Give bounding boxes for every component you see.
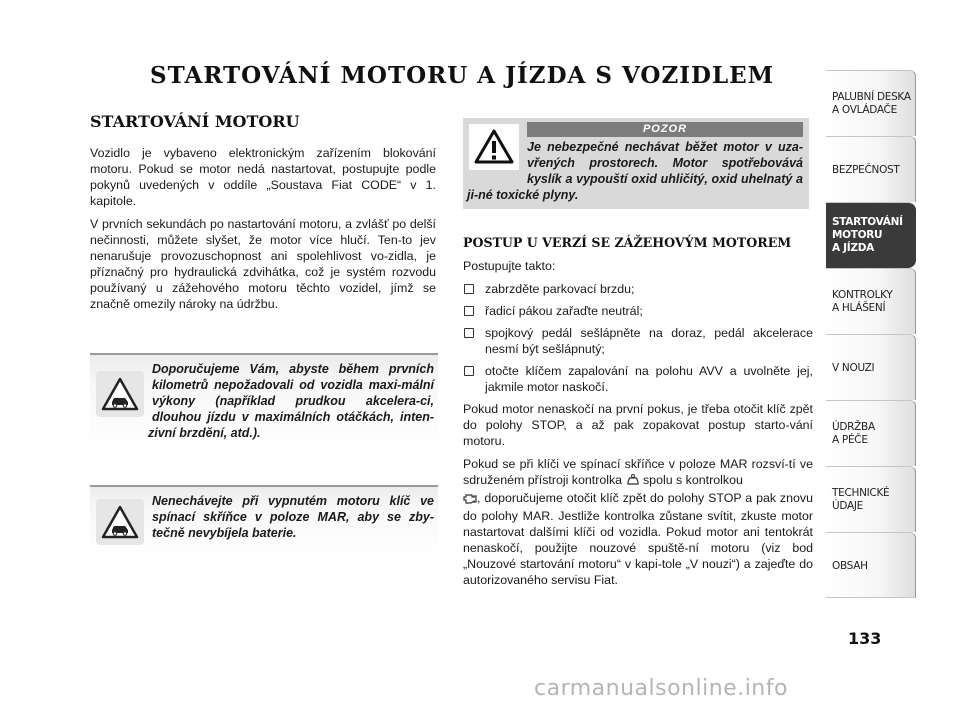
paragraph-immobilizer: Vozidlo je vybaveno elektronickým zařízením blokování motoru. Pokud se motor nedá nastartovat, postupujte podle pokynů uvedených v oddíle „Soustava Fiat CODE“ v 1. kapitole. [90, 146, 436, 208]
car-key-lamp-icon [626, 474, 640, 490]
note-text-battery: Nenechávejte při vypnutém motoru klíč ve spínací skříňce v poloze MAR, aby se zby-tečně nevybíjela baterie. [152, 494, 434, 540]
tab-emergency[interactable]: V NOUZI [826, 334, 916, 400]
tab-maintenance[interactable]: ÚDRŽBA A PÉČE [826, 400, 916, 466]
note-box-break-in [90, 353, 438, 449]
tab-starting-driving[interactable]: STARTOVÁNÍ MOTORU A JÍZDA [826, 202, 916, 268]
watermark: carmanualsonline.info [534, 676, 788, 701]
tab-dashboard-controls[interactable]: PALUBNÍ DESKA A OVLÁDAČE [826, 70, 916, 136]
warning-box [463, 118, 809, 209]
car-warning-triangle-icon [96, 371, 144, 417]
checkbox-bullet-icon [464, 284, 474, 294]
warning-label: POZOR [527, 122, 803, 137]
steps-list [463, 281, 813, 395]
list-item: zabrzděte parkovací brzdu; [463, 281, 813, 297]
note-box-battery [90, 485, 438, 555]
chapter-tabs [826, 70, 916, 598]
tab-technical-data[interactable]: TECHNICKÉ ÚDAJE [826, 466, 916, 532]
left-column [90, 112, 436, 319]
note-text-break-in: Doporučujeme Vám, abyste během prvních kilometrů nepožadovali od vozidla maxi-mální výkony (například prudkou akcelera-ci, dlouhou jízdu v maximálních otáčkách, inten-zivní brzdění, atd.). [148, 362, 434, 440]
checkbox-bullet-icon [464, 328, 474, 338]
page-title: STARTOVÁNÍ MOTORU A JÍZDA S VOZIDLEM [150, 62, 775, 89]
list-item: spojkový pedál sešlápněte na doraz, pedál akcelerace nesmí být sešlápnutý; [463, 325, 813, 357]
checkbox-bullet-icon [464, 306, 474, 316]
tab-contents[interactable]: OBSAH [826, 532, 916, 598]
right-column [463, 118, 813, 595]
warning-text: Je nebezpečné nechávat běžet motor v uza-vřených prostorech. Motor spotřebovává kyslík a vypouští oxid uhličitý, oxid uhelnatý a ji-né toxické plyny. [467, 140, 803, 202]
exclamation-triangle-icon [469, 124, 519, 170]
steps-intro: Postupujte takto: [463, 259, 556, 273]
subsection-title: POSTUP U VERZÍ SE ZÁŽEHOVÝM MOTOREM [463, 235, 792, 250]
engine-check-icon [463, 492, 477, 508]
section-title: STARTOVÁNÍ MOTORU [90, 112, 300, 131]
page-number: 133 [848, 629, 882, 648]
car-warning-triangle-icon [96, 499, 144, 545]
checkbox-bullet-icon [464, 366, 474, 376]
tab-safety[interactable]: BEZPEČNOST [826, 136, 916, 202]
list-item: řadicí pákou zařaďte neutrál; [463, 303, 813, 319]
paragraph-retry: Pokud motor nenaskočí na první pokus, je třeba otočit klíč zpět do polohy STOP, a až pak zopakovat postup starto-vání motoru. [463, 402, 813, 448]
list-item: otočte klíčem zapalování na polohu AVV a uvolněte jej, jakmile motor naskočí. [463, 363, 813, 395]
paragraph-engine-noise: V prvních sekundách po nastartování motoru, a zvlášť po delší nečinnosti, můžete slyšet, že motor více hlučí. Ten-to jev nenarušuje provozuschopnost ani spolehlivost vo-zidla, je příznačný pro hydraulická zdvihátka, což je systém rozvodu používaný u zážehového motoru těchto vozidel, jímž se značně omezily nároky na údržbu. [90, 217, 436, 311]
tab-warning-lights[interactable]: KONTROLKY A HLÁŠENÍ [826, 268, 916, 334]
paragraph-warning-lamp: Pokud se při klíči ve spínací skříňce v poloze MAR rozsví-tí ve sdruženém přístroji kontrolka spolu s kontrolkou , doporučujeme otočit klíč zpět do polohy STOP a pak znovu do polohy MAR. Jestliže kontrolka zůstane svítit, zkuste motor nastartovat dalšími klíči od vozidla. Pokud motor ani tentokrát nenaskočí, použijte nouzové spuště-ní motoru (viz bod „Nouzové startování motoru“ v kapi-tole „V nouzi“) a zajeďte do autorizovaného servisu Fiat. [463, 457, 813, 587]
